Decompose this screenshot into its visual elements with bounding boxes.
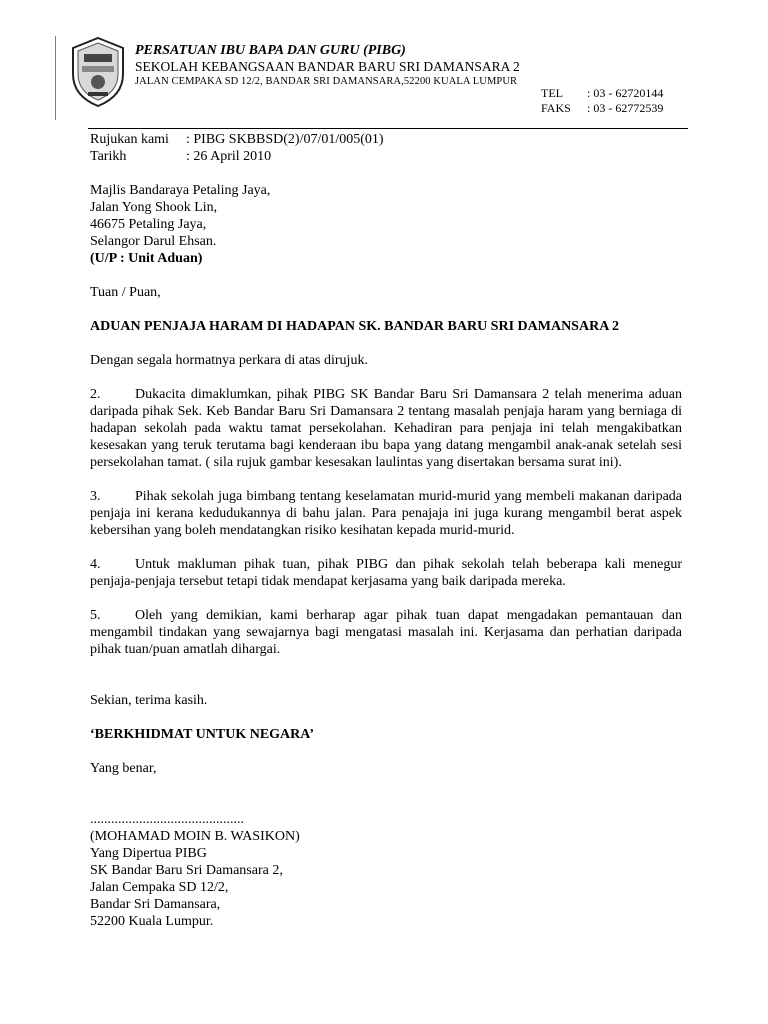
paragraph-text: Oleh yang demikian, kami berharap agar pihak tuan dapat mengadakan pemantauan dan mengambil tindakan yang sewajarnya bagi mengatasi masalah ini. Kerjasama dan perhatian daripada pihak tuan/puan amatlah dihargai. <box>90 608 682 657</box>
paragraph-text: Untuk makluman pihak tuan, pihak PIBG dan pihak sekolah telah beberapa kali menegur penjaja-penjaja tersebut tetapi tidak mendapat kerjasama yang baik daripada mereka. <box>90 557 682 589</box>
recipient-address <box>90 182 682 267</box>
school-name: SEKOLAH KEBANGSAAN BANDAR BARU SRI DAMANSARA 2 <box>135 59 520 74</box>
date-label: Tarikh <box>90 149 127 164</box>
recipient-line: 46675 Petaling Jaya, <box>90 217 207 232</box>
letterhead <box>135 44 520 87</box>
paragraph-4 <box>90 556 682 590</box>
attention-line: (U/P : Unit Aduan) <box>90 251 203 266</box>
paragraph-3 <box>90 488 682 539</box>
recipient-line: Jalan Yong Shook Lin, <box>90 200 218 215</box>
org-name: PERSATUAN IBU BAPA DAN GURU (PIBG) <box>135 43 406 58</box>
paragraph-number: 3. <box>90 489 101 504</box>
fax-label: FAKS <box>541 101 571 115</box>
signatory-address-line: SK Bandar Baru Sri Damansara 2, <box>90 863 283 878</box>
signature-block <box>90 811 682 930</box>
paragraph-5 <box>90 607 682 658</box>
ref-value: : PIBG SKBBSD(2)/07/01/005(01) <box>186 132 384 147</box>
contact-block <box>541 86 663 116</box>
salutation: Tuan / Puan, <box>90 285 161 300</box>
letter-body <box>90 131 682 930</box>
signoff: Yang benar, <box>90 761 157 776</box>
ref-label: Rujukan kami <box>90 132 169 147</box>
recipient-line: Selangor Darul Ehsan. <box>90 234 217 249</box>
date-value: : 26 April 2010 <box>186 149 272 164</box>
margin-line <box>55 36 56 120</box>
signatory-title: Yang Dipertua PIBG <box>90 846 207 861</box>
school-crest-icon <box>68 36 128 108</box>
header-divider <box>88 128 688 129</box>
signatory-name: (MOHAMAD MOIN B. WASIKON) <box>90 829 300 844</box>
tel-label: TEL <box>541 86 563 100</box>
intro-paragraph: Dengan segala hormatnya perkara di atas dirujuk. <box>90 353 368 368</box>
signature-line: ............................................ <box>90 812 244 827</box>
tel-value: : 03 - 62720144 <box>587 86 664 100</box>
signatory-address-line: 52200 Kuala Lumpur. <box>90 914 214 929</box>
paragraph-number: 4. <box>90 557 101 572</box>
reference-block <box>90 131 682 165</box>
signatory-address-line: Bandar Sri Damansara, <box>90 897 221 912</box>
paragraph-text: Pihak sekolah juga bimbang tentang keselamatan murid-murid yang membeli makanan daripada penjaja ini kerana kedudukannya di bahu jalan. Para penajaja ini juga kurang mengambil berat aspek kebersihan yang boleh mendatangkan risiko kesihatan kepada murid-murid. <box>90 489 682 538</box>
fax-value: : 03 - 62772539 <box>587 101 664 115</box>
paragraph-text: Dukacita dimaklumkan, pihak PIBG SK Bandar Baru Sri Damansara 2 telah menerima aduan daripada pihak Sek. Keb Bandar Baru Sri Damansara 2 tentang masalah penjaja haram yang berniaga di hadapan sekolah pada waktu tamat persekolahan. Kehadiran para penjaja ini telah mengakibatkan kesesakan yang teruk terutama bagi kenderaan ibu bapa yang datang mengambil anak-anak setelah sesi persekolahan tamat. ( sila rujuk gambar kesesakan laulintas yang disertakan bersama surat ini). <box>90 387 682 470</box>
paragraph-number: 5. <box>90 608 101 623</box>
motto: ‘BERKHIDMAT UNTUK NEGARA’ <box>90 727 315 742</box>
paragraph-number: 2. <box>90 387 101 402</box>
school-address: JALAN CEMPAKA SD 12/2, BANDAR SRI DAMANSARA,52200 KUALA LUMPUR <box>135 75 518 87</box>
paragraph-2 <box>90 386 682 471</box>
recipient-line: Majlis Bandaraya Petaling Jaya, <box>90 183 271 198</box>
closing-line: Sekian, terima kasih. <box>90 693 208 708</box>
subject-line: ADUAN PENJAJA HARAM DI HADAPAN SK. BANDAR BARU SRI DAMANSARA 2 <box>90 319 620 334</box>
signatory-address-line: Jalan Cempaka SD 12/2, <box>90 880 229 895</box>
